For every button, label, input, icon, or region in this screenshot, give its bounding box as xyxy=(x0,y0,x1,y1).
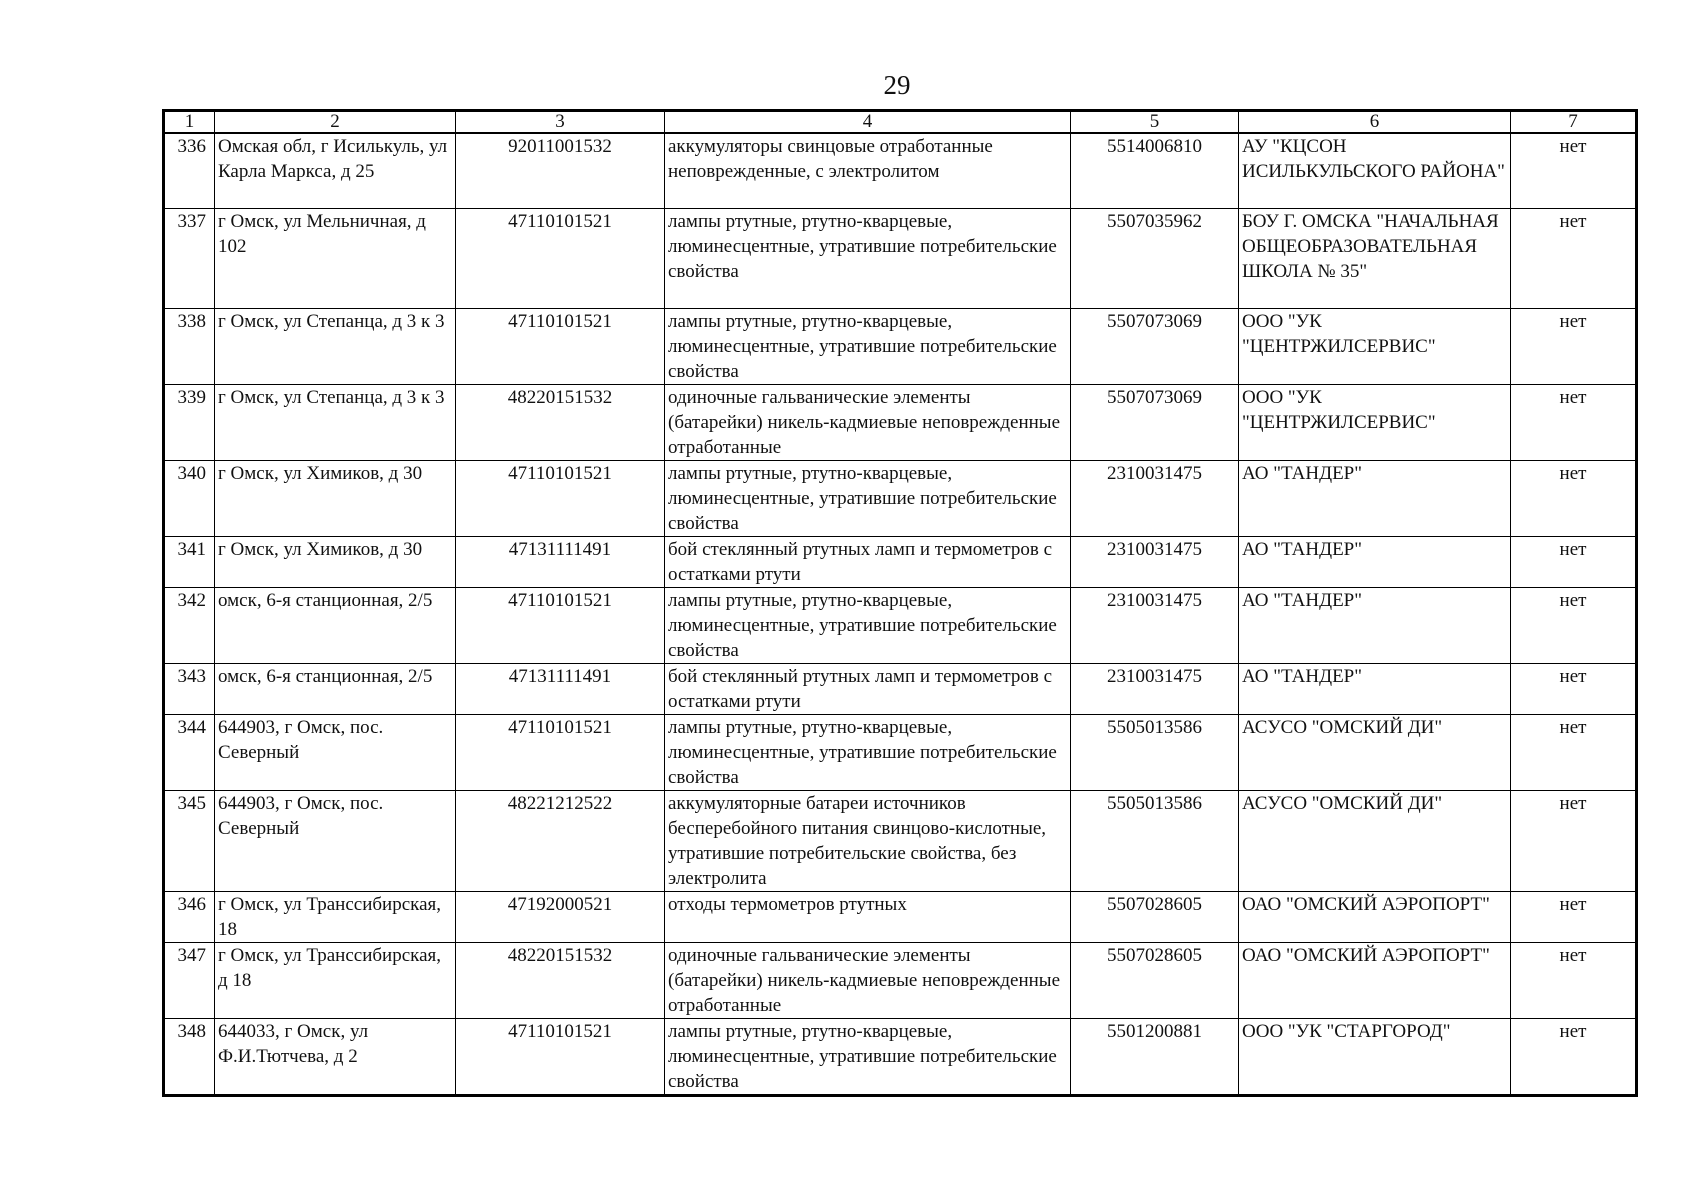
waste-code-cell: 47131111491 xyxy=(456,663,665,714)
row-number: 336 xyxy=(164,133,215,208)
waste-code-cell: 47110101521 xyxy=(456,208,665,308)
inn-cell: 2310031475 xyxy=(1071,663,1239,714)
row-number: 341 xyxy=(164,536,215,587)
organization-cell: АСУСО "ОМСКИЙ ДИ" xyxy=(1239,790,1511,891)
address-cell: г Омск, ул Транссибирская, 18 xyxy=(215,891,456,942)
flag-cell: нет xyxy=(1511,891,1637,942)
organization-cell: ООО "УК "ЦЕНТРЖИЛСЕРВИС" xyxy=(1239,384,1511,460)
organization-cell: ООО "УК "СТАРГОРОД" xyxy=(1239,1018,1511,1095)
table-row xyxy=(164,308,1637,384)
column-header: 4 xyxy=(665,111,1071,134)
table-row xyxy=(164,133,1637,208)
row-number: 344 xyxy=(164,714,215,790)
waste-name-cell: лампы ртутные, ртутно-кварцевые, люминесцентные, утратившие потребительские свойства xyxy=(665,208,1071,308)
organization-cell: БОУ Г. ОМСКА "НАЧАЛЬНАЯ ОБЩЕОБРАЗОВАТЕЛЬНАЯ ШКОЛА № 35" xyxy=(1239,208,1511,308)
flag-cell: нет xyxy=(1511,587,1637,663)
row-number: 348 xyxy=(164,1018,215,1095)
waste-name-cell: аккумуляторы свинцовые отработанные неповрежденные, с электролитом xyxy=(665,133,1071,208)
address-cell: 644033, г Омск, ул Ф.И.Тютчева, д 2 xyxy=(215,1018,456,1095)
table-row xyxy=(164,891,1637,942)
address-cell: г Омск, ул Химиков, д 30 xyxy=(215,536,456,587)
flag-cell: нет xyxy=(1511,1018,1637,1095)
row-number: 345 xyxy=(164,790,215,891)
column-header: 1 xyxy=(164,111,215,134)
column-header: 6 xyxy=(1239,111,1511,134)
waste-name-cell: лампы ртутные, ртутно-кварцевые, люминесцентные, утратившие потребительские свойства xyxy=(665,714,1071,790)
inn-cell: 5514006810 xyxy=(1071,133,1239,208)
table-row xyxy=(164,714,1637,790)
inn-cell: 5507028605 xyxy=(1071,891,1239,942)
waste-code-cell: 47110101521 xyxy=(456,587,665,663)
row-number: 339 xyxy=(164,384,215,460)
flag-cell: нет xyxy=(1511,790,1637,891)
inn-cell: 2310031475 xyxy=(1071,587,1239,663)
waste-name-cell: одиночные гальванические элементы (батарейки) никель-кадмиевые неповрежденные отработанные xyxy=(665,942,1071,1018)
waste-registry-table xyxy=(162,109,1638,1097)
row-number: 347 xyxy=(164,942,215,1018)
inn-cell: 2310031475 xyxy=(1071,536,1239,587)
inn-cell: 5505013586 xyxy=(1071,714,1239,790)
waste-name-cell: бой стеклянный ртутных ламп и термометров с остатками ртути xyxy=(665,663,1071,714)
row-number: 343 xyxy=(164,663,215,714)
row-number: 338 xyxy=(164,308,215,384)
column-header: 5 xyxy=(1071,111,1239,134)
table-row xyxy=(164,790,1637,891)
waste-code-cell: 47192000521 xyxy=(456,891,665,942)
organization-cell: АУ "КЦСОН ИСИЛЬКУЛЬСКОГО РАЙОНА" xyxy=(1239,133,1511,208)
address-cell: 644903, г Омск, пос. Северный xyxy=(215,790,456,891)
inn-cell: 5507028605 xyxy=(1071,942,1239,1018)
waste-name-cell: лампы ртутные, ртутно-кварцевые, люминесцентные, утратившие потребительские свойства xyxy=(665,308,1071,384)
waste-code-cell: 48220151532 xyxy=(456,942,665,1018)
table-row xyxy=(164,663,1637,714)
address-cell: омск, 6-я станционная, 2/5 xyxy=(215,663,456,714)
waste-code-cell: 92011001532 xyxy=(456,133,665,208)
column-header: 7 xyxy=(1511,111,1637,134)
inn-cell: 5507073069 xyxy=(1071,384,1239,460)
waste-name-cell: лампы ртутные, ртутно-кварцевые, люминесцентные, утратившие потребительские свойства xyxy=(665,587,1071,663)
flag-cell: нет xyxy=(1511,133,1637,208)
waste-code-cell: 47110101521 xyxy=(456,460,665,536)
waste-name-cell: лампы ртутные, ртутно-кварцевые, люминесцентные, утратившие потребительские свойства xyxy=(665,1018,1071,1095)
waste-code-cell: 47110101521 xyxy=(456,714,665,790)
flag-cell: нет xyxy=(1511,208,1637,308)
organization-cell: АО "ТАНДЕР" xyxy=(1239,663,1511,714)
address-cell: омск, 6-я станционная, 2/5 xyxy=(215,587,456,663)
flag-cell: нет xyxy=(1511,663,1637,714)
address-cell: г Омск, ул Мельничная, д 102 xyxy=(215,208,456,308)
table-row xyxy=(164,384,1637,460)
waste-name-cell: лампы ртутные, ртутно-кварцевые, люминесцентные, утратившие потребительские свойства xyxy=(665,460,1071,536)
organization-cell: ОАО "ОМСКИЙ АЭРОПОРТ" xyxy=(1239,891,1511,942)
page-number: 29 xyxy=(883,70,911,100)
waste-name-cell: аккумуляторные батареи источников бесперебойного питания свинцово-кислотные, утратившие потребительские свойства, без электролита xyxy=(665,790,1071,891)
table-row xyxy=(164,587,1637,663)
address-cell: г Омск, ул Степанца, д 3 к 3 xyxy=(215,384,456,460)
inn-cell: 5505013586 xyxy=(1071,790,1239,891)
address-cell: г Омск, ул Химиков, д 30 xyxy=(215,460,456,536)
inn-cell: 5507035962 xyxy=(1071,208,1239,308)
row-number: 340 xyxy=(164,460,215,536)
row-number: 346 xyxy=(164,891,215,942)
organization-cell: АО "ТАНДЕР" xyxy=(1239,536,1511,587)
address-cell: 644903, г Омск, пос. Северный xyxy=(215,714,456,790)
address-cell: Омская обл, г Исилькуль, ул Карла Маркса, д 25 xyxy=(215,133,456,208)
organization-cell: АСУСО "ОМСКИЙ ДИ" xyxy=(1239,714,1511,790)
table-header-row xyxy=(164,111,1637,134)
table-row xyxy=(164,1018,1637,1095)
row-number: 342 xyxy=(164,587,215,663)
table-row xyxy=(164,208,1637,308)
organization-cell: ОАО "ОМСКИЙ АЭРОПОРТ" xyxy=(1239,942,1511,1018)
waste-name-cell: одиночные гальванические элементы (батарейки) никель-кадмиевые неповрежденные отработанные xyxy=(665,384,1071,460)
flag-cell: нет xyxy=(1511,384,1637,460)
waste-code-cell: 48221212522 xyxy=(456,790,665,891)
waste-name-cell: бой стеклянный ртутных ламп и термометров с остатками ртути xyxy=(665,536,1071,587)
flag-cell: нет xyxy=(1511,942,1637,1018)
inn-cell: 5501200881 xyxy=(1071,1018,1239,1095)
flag-cell: нет xyxy=(1511,714,1637,790)
waste-name-cell: отходы термометров ртутных xyxy=(665,891,1071,942)
address-cell: г Омск, ул Степанца, д 3 к 3 xyxy=(215,308,456,384)
column-header: 3 xyxy=(456,111,665,134)
address-cell: г Омск, ул Транссибирская, д 18 xyxy=(215,942,456,1018)
inn-cell: 5507073069 xyxy=(1071,308,1239,384)
table-row xyxy=(164,536,1637,587)
inn-cell: 2310031475 xyxy=(1071,460,1239,536)
flag-cell: нет xyxy=(1511,308,1637,384)
waste-code-cell: 47110101521 xyxy=(456,1018,665,1095)
waste-code-cell: 48220151532 xyxy=(456,384,665,460)
waste-code-cell: 47131111491 xyxy=(456,536,665,587)
flag-cell: нет xyxy=(1511,536,1637,587)
table-row xyxy=(164,942,1637,1018)
waste-code-cell: 47110101521 xyxy=(456,308,665,384)
organization-cell: АО "ТАНДЕР" xyxy=(1239,587,1511,663)
organization-cell: ООО "УК "ЦЕНТРЖИЛСЕРВИС" xyxy=(1239,308,1511,384)
row-number: 337 xyxy=(164,208,215,308)
organization-cell: АО "ТАНДЕР" xyxy=(1239,460,1511,536)
table-row xyxy=(164,460,1637,536)
column-header: 2 xyxy=(215,111,456,134)
flag-cell: нет xyxy=(1511,460,1637,536)
